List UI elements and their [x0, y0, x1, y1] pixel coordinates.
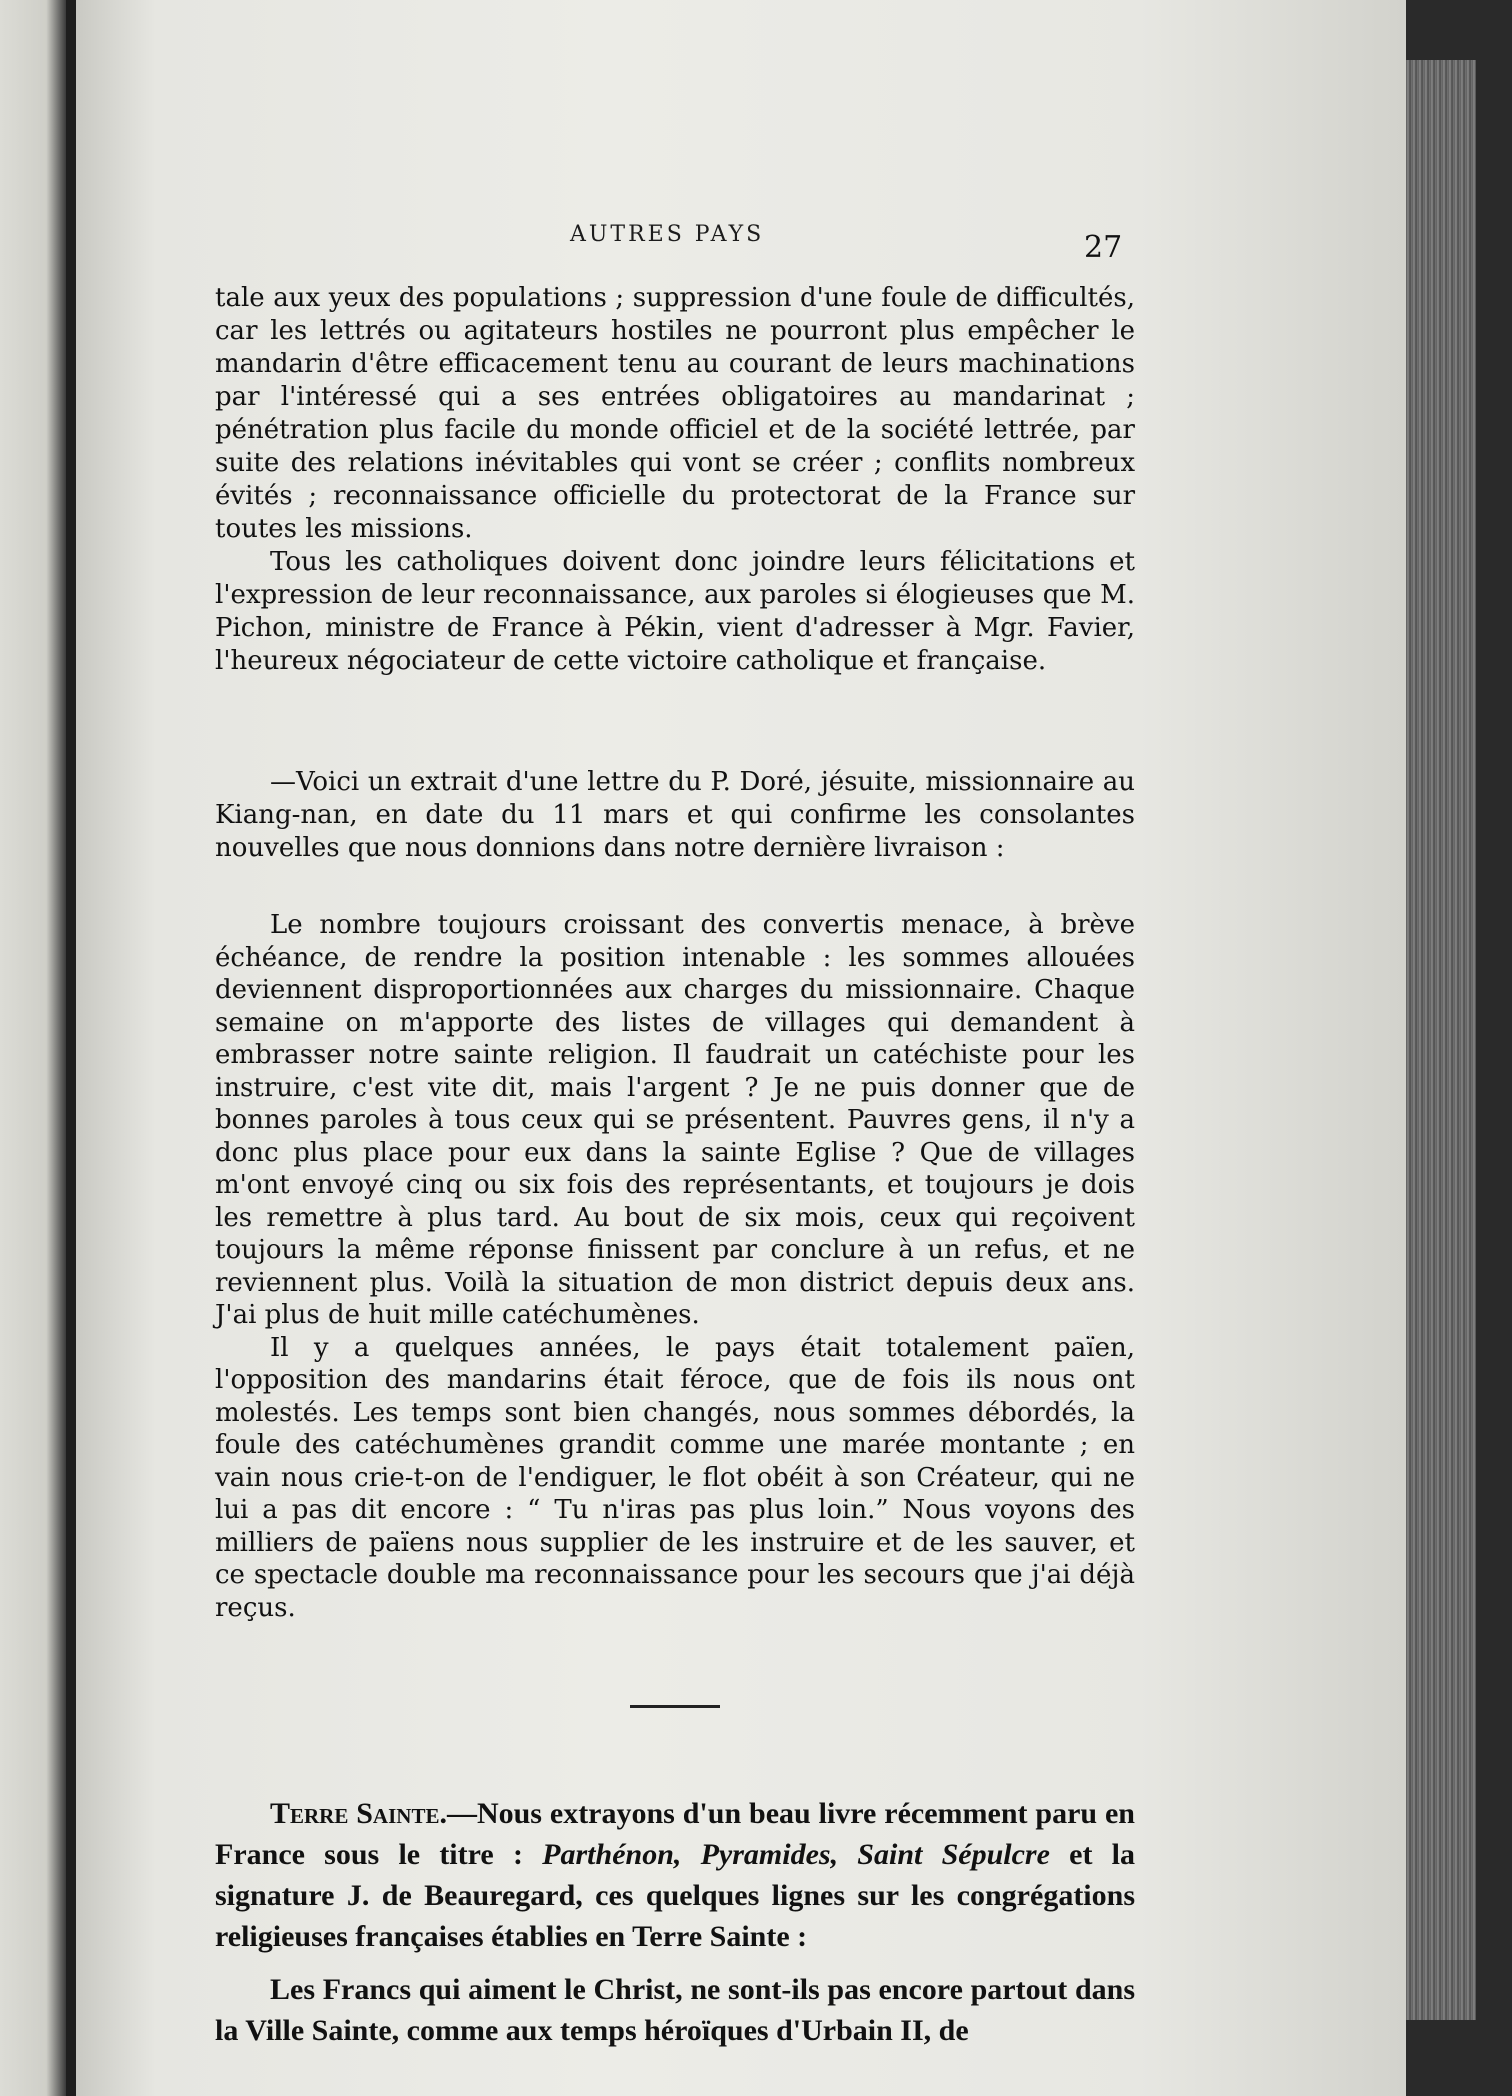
page-fore-edge	[1406, 60, 1476, 2020]
book-title: Parthénon, Pyramides, Saint Sépulcre	[542, 1838, 1050, 1871]
section-terre-sainte	[215, 1793, 1135, 1957]
section-heading: Terre Sainte.	[270, 1797, 447, 1830]
running-head: AUTRES PAYS	[570, 222, 765, 247]
facing-page-edge	[0, 0, 66, 2096]
paragraph-letter-intro: —Voici un extrait d'une lettre du P. Doré, jésuite, missionnaire au Kiang-nan, en date du 11 mars et qui confirme les consolantes nouvelles que nous donnions dans notre dernière livraison :	[215, 767, 1135, 863]
paragraph-felicitations: Tous les catholiques doivent donc joindre leurs félicitations et l'expression de leur reconnaissance, aux paroles si élogieuses que M. Pichon, ministre de France à Pékin, vient d'adresser à Mgr. Favier, l'heureux négociateur de cette victoire catholique et française.	[215, 547, 1135, 676]
page-body	[215, 282, 1135, 2051]
letter-quote-part1: Le nombre toujours croissant des convertis menace, à brève échéance, de rendre la position intenable : les sommes allouées deviennent disproportionnées aux charges du missionnaire. Chaque semaine on m'apporte des listes de villages qui demandent à embrasser notre sainte religion. Il faudrait un catéchiste pour les instruire, c'est vite dit, mais l'argent ? Je ne puis donner que de bonnes paroles à tous ceux qui se présentent. Pauvres gens, il n'y a donc plus place pour eux dans la sainte Eglise ? Que de villages m'ont envoyé cinq ou six fois des représentants, et toujours je dois les remettre à plus tard. Au bout de six mois, ceux qui reçoivent toujours la même réponse finissent par conclure à un refus, et ne reviennent plus. Voilà la situation de mon district depuis deux ans. J'ai plus de huit mille catéchumènes.	[215, 910, 1135, 1330]
section-quote: Les Francs qui aiment le Christ, ne sont-ils pas encore partout dans la Ville Sainte, comme aux temps héroïques d'Urbain II, de	[215, 1973, 1135, 2047]
paragraph-continued: tale aux yeux des populations ; suppression d'une foule de difficultés, car les lettrés ou agitateurs hostiles ne pourront plus empêcher le mandarin d'être efficacement tenu au courant de leurs machinations par l'intéressé qui a ses entrées obligatoires au mandarinat ; pénétration plus facile du monde officiel et de la société lettrée, par suite des relations inévitables qui vont se créer ; conflits nombreux évités ; reconnaissance officielle du protectorat de la France sur toutes les missions.	[215, 283, 1135, 544]
letter-quote-part2: Il y a quelques années, le pays était totalement païen, l'opposition des mandarins était féroce, que de fois ils nous ont molestés. Les temps sont bien changés, nous sommes débordés, la foule des catéchumènes grandit comme une marée montante ; en vain nous crie-t-on de l'endiguer, le flot obéit à son Créateur, qui ne lui a pas dit encore : “ Tu n'iras pas plus loin.” Nous voyons des milliers de païens nous supplier de les instruire et de les sauver, et ce spectacle double ma reconnaissance pour les secours que j'ai déjà reçus.	[215, 1332, 1135, 1623]
section-intro-2: et la signature J. de Beauregard, ces quelques lignes sur les congrégations religieuses françaises établies en Terre Sainte :	[215, 1838, 1135, 1953]
page-number: 27	[1084, 230, 1123, 265]
section-intro-1: —Nous extrayons d'un beau livre récemment paru en France sous le titre :	[215, 1797, 1135, 1871]
section-divider	[215, 1684, 1135, 1717]
book-gutter	[66, 0, 76, 2096]
